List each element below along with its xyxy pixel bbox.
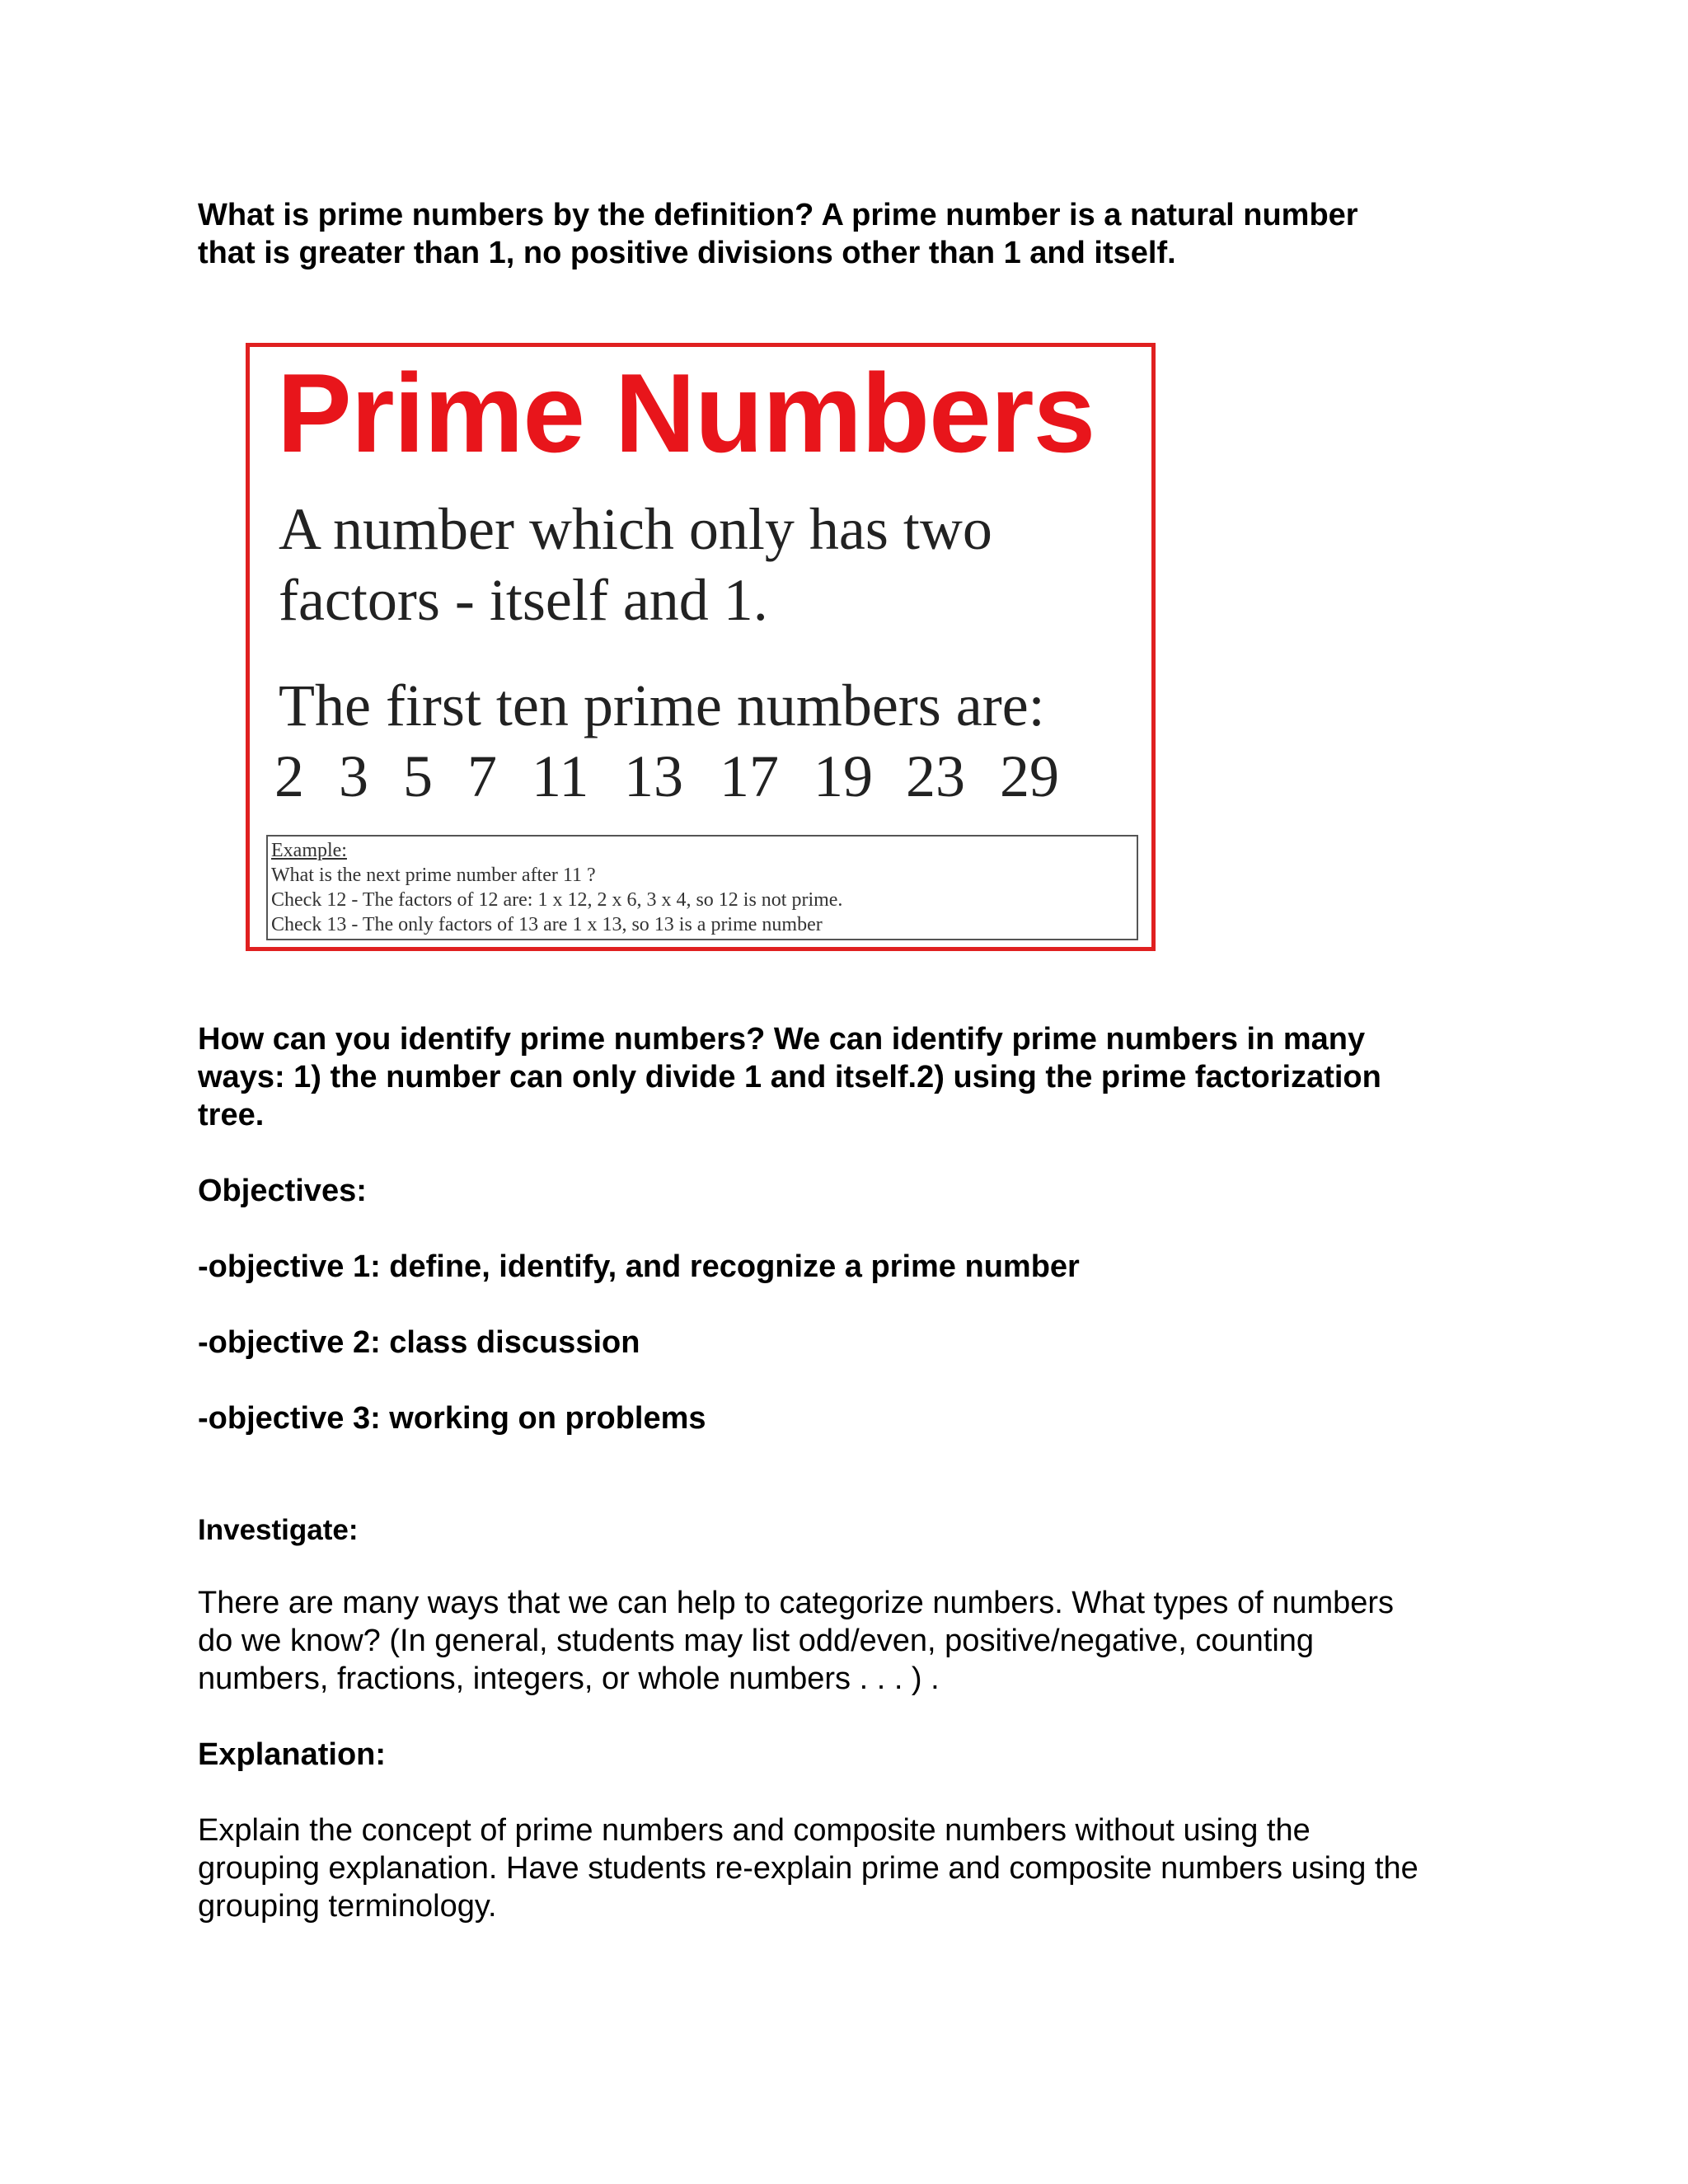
prime-value: 3 — [339, 743, 368, 809]
explanation-paragraph — [198, 1811, 1517, 1925]
intro-paragraph — [198, 196, 1517, 272]
prime-value: 7 — [467, 743, 497, 809]
identify-line-2: ways: 1) the number can only divide 1 and itself.2) using the prime factorization — [198, 1060, 1381, 1094]
intro-line-2: that is greater than 1, no positive divisions other than 1 and itself. — [198, 236, 1176, 270]
objective-item-2: -objective 2: class discussion — [198, 1325, 640, 1360]
example-line-1: What is the next prime number after 11 ? — [271, 865, 596, 886]
example-line-3: Check 13 - The only factors of 13 are 1 x 13, so 13 is a prime number — [271, 914, 823, 935]
explanation-line-3: grouping terminology. — [198, 1889, 497, 1924]
identify-paragraph — [198, 1020, 1517, 1134]
investigate-paragraph — [198, 1584, 1517, 1698]
prime-value: 19 — [814, 743, 873, 809]
objectives-heading: Objectives: — [198, 1174, 367, 1208]
investigate-line-2: do we know? (In general, students may list odd/even, positive/negative, counting — [198, 1624, 1315, 1658]
objective-item-1: -objective 1: define, identify, and recognize a prime number — [198, 1249, 1080, 1284]
explanation-line-1: Explain the concept of prime numbers and composite numbers without using the — [198, 1813, 1311, 1848]
example-heading: Example: — [271, 840, 347, 861]
example-line-2: Check 12 - The factors of 12 are: 1 x 12, 2 x 6, 3 x 4, so 12 is not prime. — [271, 889, 843, 911]
investigate-line-3: numbers, fractions, integers, or whole numbers . . . ) . — [198, 1661, 940, 1696]
prime-numbers-poster — [246, 343, 1156, 951]
objective-item-3: -objective 3: working on problems — [198, 1401, 706, 1436]
prime-value: 5 — [403, 743, 433, 809]
poster-definition-line-1: A number which only has two — [279, 496, 992, 562]
prime-value: 11 — [532, 743, 589, 809]
prime-list — [274, 741, 1069, 812]
identify-line-1: How can you identify prime numbers? We can identify prime numbers in many — [198, 1022, 1366, 1057]
poster-title: Prime Numbers — [277, 350, 1095, 476]
prime-value: 2 — [274, 743, 304, 809]
prime-value: 13 — [624, 743, 683, 809]
prime-value: 23 — [906, 743, 965, 809]
prime-value: 17 — [720, 743, 779, 809]
poster-definition-line-2: factors - itself and 1. — [279, 567, 768, 633]
example-box — [266, 835, 1138, 940]
identify-line-3: tree. — [198, 1098, 265, 1132]
poster-first-ten-label: The first ten prime numbers are: — [279, 673, 1045, 738]
intro-line-1: What is prime numbers by the definition? A prime number is a natural number — [198, 198, 1358, 232]
explanation-line-2: grouping explanation. Have students re-explain prime and composite numbers using the — [198, 1851, 1418, 1886]
investigate-line-1: There are many ways that we can help to categorize numbers. What types of numbers — [198, 1586, 1395, 1620]
investigate-heading: Investigate: — [198, 1514, 359, 1546]
explanation-heading: Explanation: — [198, 1737, 387, 1772]
prime-value: 29 — [1000, 743, 1059, 809]
